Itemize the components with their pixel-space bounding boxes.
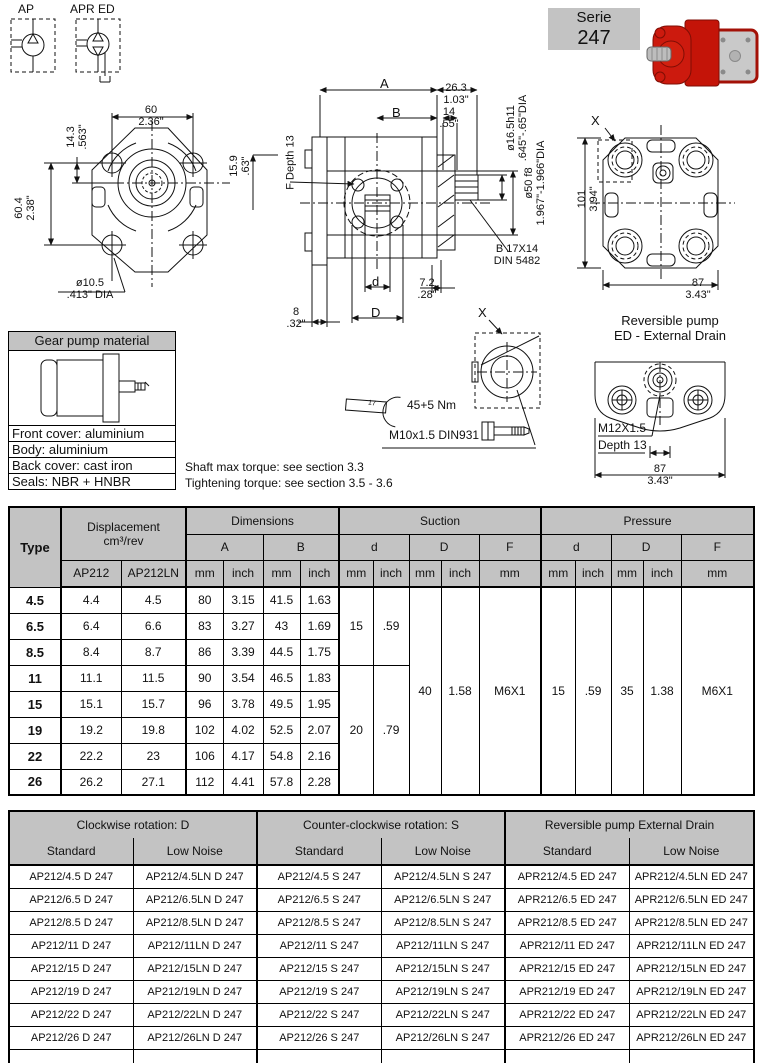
order-cell: APR212/6.5LN ED 247	[629, 888, 754, 911]
front-mount-hole-dim: ø10.5 .413" DIA	[66, 277, 114, 301]
order-cell: AP212/4.5LN D 247	[133, 865, 257, 888]
spec-cell: 4.5	[9, 587, 61, 613]
spec-cell: 1.58	[441, 587, 479, 795]
dim-rear-overhang: 26.3 1.03"	[443, 82, 469, 106]
spec-cell: .59	[373, 587, 409, 665]
unit-header: mm	[339, 560, 373, 587]
order-cell	[505, 1049, 629, 1063]
order-cell: APR212/6.5 ED 247	[505, 888, 629, 911]
order-cell: APR212/4.5 ED 247	[505, 865, 629, 888]
order-cell	[9, 1049, 133, 1063]
order-cell: AP212/15 S 247	[257, 957, 381, 980]
order-cell: AP212/11LN S 247	[381, 934, 505, 957]
spec-cell: 4.41	[223, 769, 263, 795]
order-cell: AP212/26 D 247	[9, 1026, 133, 1049]
spec-cell: 44.5	[263, 639, 300, 665]
order-cell: AP212/22 S 247	[257, 1003, 381, 1026]
torque-value-label: 45+5 Nm	[407, 398, 457, 412]
front-top-offset-dim: 14.3 .563"	[65, 124, 89, 150]
spec-cell: 1.95	[300, 691, 339, 717]
spec-cell: 41.5	[263, 587, 300, 613]
order-row-partial	[9, 1049, 754, 1063]
order-cell: APR212/22 ED 247	[505, 1003, 629, 1026]
spec-cell: 3.15	[223, 587, 263, 613]
spec-cell: 11	[9, 665, 61, 691]
wrench-size-label: 17	[367, 399, 377, 408]
order-cell: AP212/15LN D 247	[133, 957, 257, 980]
material-row: Back cover: cast iron	[9, 457, 175, 473]
order-cell: APR212/26LN ED 247	[629, 1026, 754, 1049]
symbol-apr-ed-label: APR ED	[70, 2, 115, 16]
spec-cell: 22	[9, 743, 61, 769]
order-cell	[257, 1049, 381, 1063]
spec-cell: 26.2	[61, 769, 121, 795]
spec-row	[9, 587, 754, 613]
col-header-displacement: Displacement cm³/rev	[61, 507, 186, 560]
dim-b-label: B	[392, 105, 401, 120]
spec-cell: .79	[373, 665, 409, 795]
col-header-pressure: Pressure	[541, 507, 754, 534]
order-cell: AP212/4.5 S 247	[257, 865, 381, 888]
note-shaft-torque: Shaft max torque: see section 3.3	[185, 460, 364, 474]
order-cell: AP212/19LN D 247	[133, 980, 257, 1003]
order-cell: APR212/15LN ED 247	[629, 957, 754, 980]
order-cell: AP212/22LN D 247	[133, 1003, 257, 1026]
ed-depth-label: Depth 13	[598, 438, 647, 452]
bolt-spec-label: M10x1.5 DIN931	[389, 428, 480, 442]
material-row: Seals: NBR + HNBR	[9, 473, 175, 489]
spec-cell: 43	[263, 613, 300, 639]
pump-section-icon	[9, 351, 169, 425]
order-cell: AP212/6.5 D 247	[9, 888, 133, 911]
dim-shaft-diameter: ø16.5h11 .645"-.65"DIA	[505, 94, 529, 162]
order-cell	[381, 1049, 505, 1063]
spec-table	[8, 506, 755, 796]
spec-cell: 3.27	[223, 613, 263, 639]
order-cell: APR212/19LN ED 247	[629, 980, 754, 1003]
order-cell: AP212/4.5 D 247	[9, 865, 133, 888]
order-row	[9, 865, 754, 888]
order-cell: AP212/19LN S 247	[381, 980, 505, 1003]
symbol-ap-label: AP	[18, 2, 35, 16]
sub-header-standard: Standard	[9, 838, 133, 865]
spec-cell: 11.5	[121, 665, 186, 691]
order-cell: APR212/19 ED 247	[505, 980, 629, 1003]
order-cell: APR212/8.5 ED 247	[505, 911, 629, 934]
spec-cell: 3.54	[223, 665, 263, 691]
spec-cell: 46.5	[263, 665, 300, 691]
order-row	[9, 934, 754, 957]
spec-cell: 35	[611, 587, 643, 795]
spec-cell: 6.5	[9, 613, 61, 639]
spec-cell: 3.39	[223, 639, 263, 665]
order-row	[9, 957, 754, 980]
col-header-pressure-d: d	[541, 534, 611, 560]
spec-cell: 1.69	[300, 613, 339, 639]
spec-cell: 2.07	[300, 717, 339, 743]
order-cell: AP212/6.5LN S 247	[381, 888, 505, 911]
spec-cell: 19.8	[121, 717, 186, 743]
dim-d-small-label: d	[372, 274, 380, 289]
col-header-b: B	[263, 534, 339, 560]
order-cell: AP212/15 D 247	[9, 957, 133, 980]
x-detail-mark: X	[478, 305, 487, 320]
spec-table-body	[9, 587, 754, 795]
spec-cell: 2.28	[300, 769, 339, 795]
spec-cell: 8.4	[61, 639, 121, 665]
spec-cell: M6X1	[681, 587, 754, 795]
col-header-suction: Suction	[339, 507, 541, 534]
spec-cell: 22.2	[61, 743, 121, 769]
order-table-body	[9, 865, 754, 1063]
hydraulic-symbols-icon	[5, 0, 135, 92]
order-cell	[629, 1049, 754, 1063]
col-header-ap212: AP212	[61, 560, 121, 587]
spec-cell: 2.16	[300, 743, 339, 769]
material-box-figure	[9, 351, 175, 425]
spec-cell: 1.63	[300, 587, 339, 613]
col-header-type: Type	[9, 507, 61, 587]
order-row	[9, 980, 754, 1003]
order-cell: AP212/6.5 S 247	[257, 888, 381, 911]
dim-pilot-diameter: ø50 f8 1.967"-1.966"DIA	[523, 140, 547, 226]
spec-cell: 106	[186, 743, 223, 769]
spec-cell: 23	[121, 743, 186, 769]
group-header-clockwise: Clockwise rotation: D	[9, 811, 257, 838]
spec-cell: 8.5	[9, 639, 61, 665]
spec-cell: 4.4	[61, 587, 121, 613]
order-cell: AP212/11LN D 247	[133, 934, 257, 957]
material-row: Body: aluminium	[9, 441, 175, 457]
order-cell: AP212/8.5LN D 247	[133, 911, 257, 934]
unit-header: inch	[575, 560, 611, 587]
col-header-suction-d: d	[339, 534, 409, 560]
spec-cell: 102	[186, 717, 223, 743]
unit-header: mm	[681, 560, 754, 587]
front-width-dim: 60 2.36"	[138, 104, 164, 128]
order-cell: AP212/19 S 247	[257, 980, 381, 1003]
unit-header: mm	[541, 560, 575, 587]
col-header-pressure-D: D	[611, 534, 681, 560]
spec-cell: 1.83	[300, 665, 339, 691]
col-header-a: A	[186, 534, 263, 560]
order-cell: AP212/8.5 D 247	[9, 911, 133, 934]
spec-cell: .59	[575, 587, 611, 795]
material-box-title: Gear pump material	[9, 332, 175, 351]
spec-cell: 83	[186, 613, 223, 639]
spec-cell: 96	[186, 691, 223, 717]
front-height-dim: 60.4 2.38"	[13, 195, 37, 221]
spec-cell: M6X1	[479, 587, 541, 795]
rear-detail-mark: X	[591, 113, 600, 128]
spec-cell: 1.75	[300, 639, 339, 665]
spec-cell: 3.78	[223, 691, 263, 717]
spec-cell: 15.1	[61, 691, 121, 717]
spec-cell: 54.8	[263, 743, 300, 769]
unit-header: mm	[186, 560, 223, 587]
material-row: Front cover: aluminium	[9, 425, 175, 441]
order-cell: AP212/15LN S 247	[381, 957, 505, 980]
col-header-suction-f: F	[479, 534, 541, 560]
order-cell: AP212/22LN S 247	[381, 1003, 505, 1026]
spec-cell: 15	[9, 691, 61, 717]
col-header-dimensions: Dimensions	[186, 507, 339, 534]
order-table-header	[9, 811, 754, 865]
spec-table-header	[9, 507, 754, 587]
dim-a-label: A	[380, 76, 389, 91]
sub-header-low-noise: Low Noise	[381, 838, 505, 865]
dim-shaft-length: 14 .55"	[439, 106, 459, 130]
order-cell: AP212/19 D 247	[9, 980, 133, 1003]
sub-header-standard: Standard	[505, 838, 629, 865]
spec-cell: 20	[339, 665, 373, 795]
dim-flange-thickness: 8 .32"	[286, 306, 306, 330]
order-cell: AP212/26LN D 247	[133, 1026, 257, 1049]
note-tightening-torque: Tightening torque: see section 3.5 - 3.6	[185, 476, 393, 490]
spec-cell: 40	[409, 587, 441, 795]
order-cell: AP212/6.5LN D 247	[133, 888, 257, 911]
spec-cell: 6.6	[121, 613, 186, 639]
spec-cell: 1.38	[643, 587, 681, 795]
bolt-icon	[478, 419, 540, 443]
spline-callout: B 17X14 DIN 5482	[493, 243, 541, 267]
spec-cell: 15.7	[121, 691, 186, 717]
rear-width-dim: 87 3.43"	[685, 277, 711, 301]
spec-cell: 26	[9, 769, 61, 795]
order-cell: AP212/4.5LN S 247	[381, 865, 505, 888]
spec-cell: 52.5	[263, 717, 300, 743]
spec-cell: 57.8	[263, 769, 300, 795]
order-row	[9, 911, 754, 934]
col-header-ap212ln: AP212LN	[121, 560, 186, 587]
col-header-pressure-f: F	[681, 534, 754, 560]
group-header-counter-clockwise: Counter-clockwise rotation: S	[257, 811, 505, 838]
order-cell	[133, 1049, 257, 1063]
order-cell: APR212/22LN ED 247	[629, 1003, 754, 1026]
unit-header: inch	[643, 560, 681, 587]
order-table	[8, 810, 755, 1063]
material-box	[8, 331, 176, 490]
spec-cell: 19.2	[61, 717, 121, 743]
col-header-suction-D: D	[409, 534, 479, 560]
unit-header: inch	[373, 560, 409, 587]
spec-cell: 15	[541, 587, 575, 795]
spec-cell: 15	[339, 587, 373, 665]
unit-header: mm	[611, 560, 643, 587]
order-row	[9, 888, 754, 911]
spec-cell: 11.1	[61, 665, 121, 691]
ed-thread-label: M12X1.5	[598, 421, 647, 435]
spec-cell: 112	[186, 769, 223, 795]
unit-header: inch	[300, 560, 339, 587]
front-face-dim: 15.9 .63"	[228, 155, 252, 177]
order-cell: AP212/8.5LN S 247	[381, 911, 505, 934]
unit-header: mm	[479, 560, 541, 587]
rear-view-caption: Reversible pump ED - External Drain	[614, 313, 726, 343]
spec-cell: 4.17	[223, 743, 263, 769]
spec-cell: 19	[9, 717, 61, 743]
spec-cell: 49.5	[263, 691, 300, 717]
order-cell: APR212/4.5LN ED 247	[629, 865, 754, 888]
serie-badge-label: Serie	[576, 9, 612, 26]
dim-port-offset: 7.2 .28"	[417, 277, 437, 301]
rear-height-dim: 101 3.94"	[576, 186, 600, 212]
unit-header: mm	[409, 560, 441, 587]
order-cell: AP212/26LN S 247	[381, 1026, 505, 1049]
spec-cell: 90	[186, 665, 223, 691]
sub-header-low-noise: Low Noise	[133, 838, 257, 865]
spec-cell: 8.7	[121, 639, 186, 665]
order-cell: AP212/8.5 S 247	[257, 911, 381, 934]
serie-badge	[548, 8, 640, 50]
spec-cell: 4.5	[121, 587, 186, 613]
spec-cell: 6.4	[61, 613, 121, 639]
unit-header: inch	[441, 560, 479, 587]
spec-cell: 80	[186, 587, 223, 613]
order-cell: APR212/26 ED 247	[505, 1026, 629, 1049]
order-cell: AP212/22 D 247	[9, 1003, 133, 1026]
group-header-reversible: Reversible pump External Drain	[505, 811, 754, 838]
order-cell: APR212/15 ED 247	[505, 957, 629, 980]
pump-photo	[645, 8, 761, 92]
f-depth-label: F Depth 13	[284, 135, 297, 190]
unit-header: mm	[263, 560, 300, 587]
unit-header: inch	[223, 560, 263, 587]
order-cell: AP212/11 D 247	[9, 934, 133, 957]
spec-cell: 27.1	[121, 769, 186, 795]
spec-cell: 86	[186, 639, 223, 665]
sub-header-standard: Standard	[257, 838, 381, 865]
dim-d-big-label: D	[371, 305, 381, 320]
ed-width-dim: 87 3.43"	[647, 463, 673, 487]
order-row	[9, 1026, 754, 1049]
sub-header-low-noise: Low Noise	[629, 838, 754, 865]
order-row	[9, 1003, 754, 1026]
order-cell: APR212/11 ED 247	[505, 934, 629, 957]
spec-cell: 4.02	[223, 717, 263, 743]
order-cell: APR212/11LN ED 247	[629, 934, 754, 957]
serie-badge-number: 247	[577, 26, 611, 49]
order-cell: AP212/26 S 247	[257, 1026, 381, 1049]
order-cell: AP212/11 S 247	[257, 934, 381, 957]
order-cell: APR212/8.5LN ED 247	[629, 911, 754, 934]
